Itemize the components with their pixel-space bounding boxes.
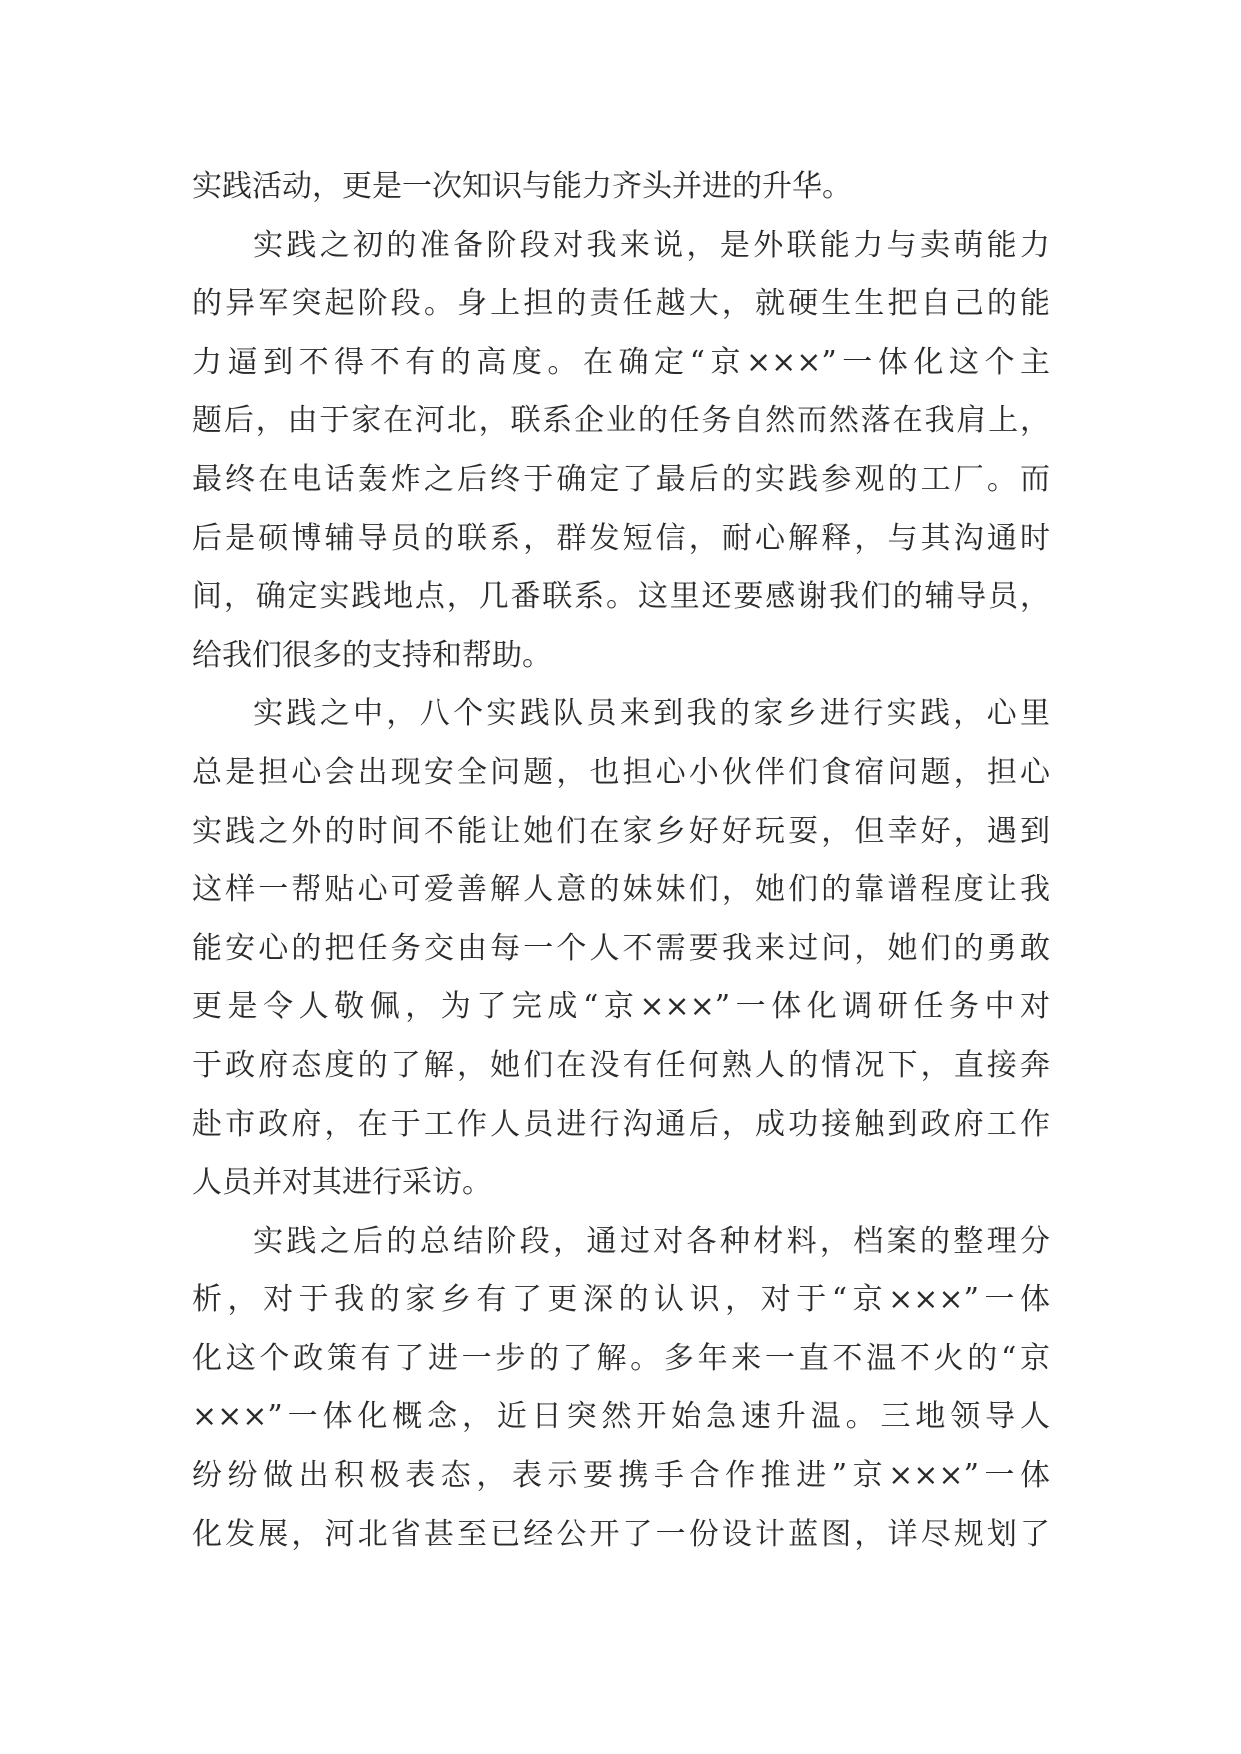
text-line: 的异军突起阶段。身上担的责任越大，就硬生生把自己的能 [192, 286, 1050, 322]
text-line: ×××”一体化概念，近日突然开始急速升温。三地领导人 [192, 1399, 1050, 1435]
document-body [192, 158, 1050, 1564]
text-line: 纷纷做出积极表态，表示要携手合作推进”京×××”一体 [192, 1458, 1050, 1494]
text-line: 更是令人敬佩，为了完成“京×××”一体化调研任务中对 [192, 989, 1050, 1025]
text-line: 赴市政府，在于工作人员进行沟通后，成功接触到政府工作 [192, 1106, 1050, 1142]
text-line: 化这个政策有了进一步的了解。多年来一直不温不火的“京 [192, 1340, 1050, 1376]
text-line: 题后，由于家在河北，联系企业的任务自然而然落在我肩上， [192, 403, 1050, 439]
text-line: 实践之外的时间不能让她们在家乡好好玩耍，但幸好，遇到 [192, 813, 1050, 849]
text-line: 最终在电话轰炸之后终于确定了最后的实践参观的工厂。而 [192, 461, 1050, 497]
text-line: 人员并对其进行采访。 [192, 1165, 492, 1201]
text-line: 析，对于我的家乡有了更深的认识，对于“京×××”一体 [192, 1282, 1050, 1318]
text-line: 实践活动，更是一次知识与能力齐头并进的升华。 [192, 169, 852, 204]
paragraph-first-line: 实践之初的准备阶段对我来说，是外联能力与卖萌能力 [253, 227, 1050, 263]
text-line: 间，确定实践地点，几番联系。这里还要感谢我们的辅导员， [192, 579, 1050, 615]
text-line: 力逼到不得不有的高度。在确定“京×××”一体化这个主 [192, 344, 1050, 380]
text-line: 能安心的把任务交由每一个人不需要我来过问，她们的勇敢 [192, 930, 1050, 966]
text-line: 给我们很多的支持和帮助。 [192, 637, 552, 673]
text-line: 化发展，河北省甚至已经公开了一份设计蓝图，详尽规划了 [192, 1516, 1050, 1552]
text-line: 后是硕博辅导员的联系，群发短信，耐心解释，与其沟通时 [192, 520, 1050, 556]
text-line: 于政府态度的了解，她们在没有任何熟人的情况下，直接奔 [192, 1047, 1050, 1083]
paragraph-first-line: 实践之后的总结阶段，通过对各种材料，档案的整理分 [253, 1223, 1050, 1259]
text-line: 这样一帮贴心可爱善解人意的妹妹们，她们的靠谱程度让我 [192, 872, 1050, 908]
text-line: 总是担心会出现安全问题，也担心小伙伴们食宿问题，担心 [192, 754, 1050, 790]
paragraph-first-line: 实践之中，八个实践队员来到我的家乡进行实践，心里 [253, 696, 1050, 732]
